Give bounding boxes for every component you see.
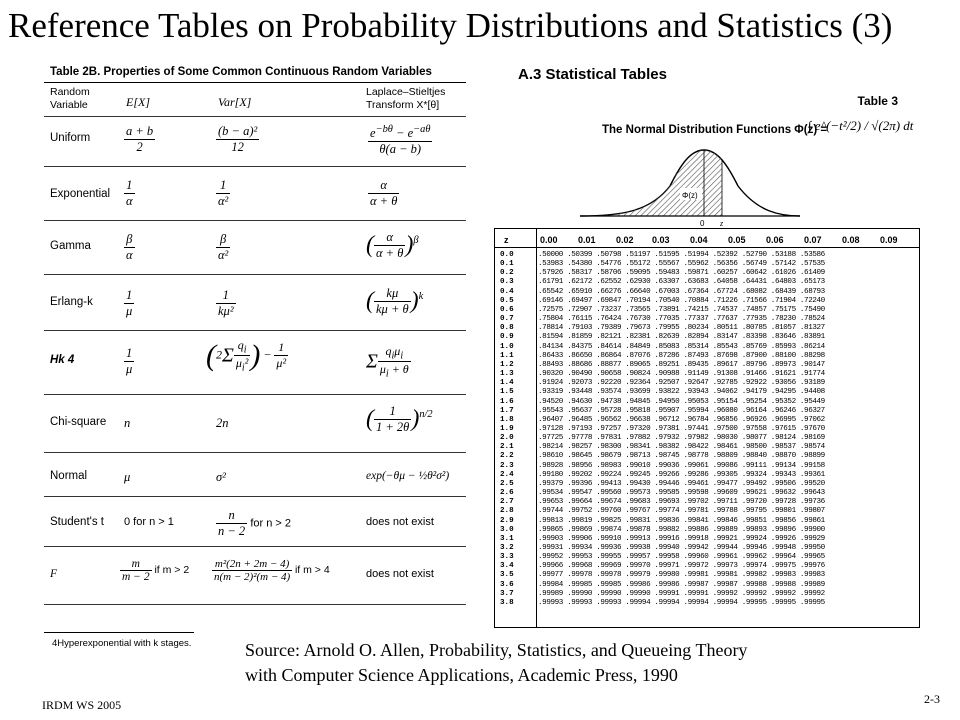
hk-lst: Σ $\frac{q_i\mu_i}{\mu_i + \theta}$ [366, 344, 409, 380]
erlang-lst: ( $\frac{k\mu}{k\mu + \theta}$ )$^k$ [366, 286, 424, 316]
uniform-mean: $\frac{a + b}{2}$ [126, 124, 154, 154]
z-value: 3.8 [500, 598, 514, 607]
chi-mean: n [124, 416, 131, 430]
footnote-rule [44, 632, 194, 633]
cdf-formula: ∫ e^(−t²/2) / √(2π) dt [808, 118, 914, 133]
table-row: .99966 .99968 .99969 .99970 .99971 .99972 .99973 .99974 .99975 .99976 [538, 562, 825, 571]
table-row: .96407 .96485 .96562 .96638 .96712 .96784 .96856 .96926 .96995 .97062 [538, 415, 825, 424]
z-value: 0.5 [500, 296, 514, 305]
header-expectation: E[X] [126, 95, 150, 109]
table-header-rule [494, 247, 920, 248]
row-rule [44, 394, 466, 395]
table-row: .53983 .54380 .54776 .55172 .55567 .55962 .56356 .56749 .57142 .57535 [538, 260, 825, 269]
table-row: .98928 .98956 .98983 .99010 .99036 .99061 .99086 .99111 .99134 .99158 [538, 461, 825, 470]
z-value: 1.2 [500, 360, 514, 369]
table-z-divider [536, 228, 537, 628]
continuous-rv-table [40, 64, 470, 654]
z-value: 3.1 [500, 534, 514, 543]
erlang-var: $\frac{1}{\text{kμ²}}$ [218, 288, 234, 318]
chi-lst: ( $\frac{1}{1 + 2\theta}$ )$^{n/2}$ [366, 404, 433, 434]
table-row: .99813 .99819 .99825 .99831 .99836 .99841 .99846 .99851 .99856 .99861 [538, 516, 825, 525]
z-value: 3.0 [500, 525, 514, 534]
table-row: .99180 .99202 .99224 .99245 .99266 .99286 .99305 .99324 .99343 .99361 [538, 470, 825, 479]
header-laplace-transform: Laplace–Stieltjes Transform X*[θ] [366, 86, 446, 111]
table-row: .93319 .93448 .93574 .93699 .93822 .93943 .94062 .94179 .94295 .94408 [538, 388, 825, 397]
table-row: .97128 .97193 .97257 .97320 .97381 .97441 .97500 .97558 .97615 .97670 [538, 424, 825, 433]
uniform-lst: $\frac{e^{-b\theta} - e^{-a\theta}}{\theta(a - b)}$ [370, 124, 431, 157]
row-f: F [50, 568, 58, 580]
z-value: 1.9 [500, 424, 514, 433]
z-value: 1.7 [500, 406, 514, 415]
table-row: .99931 .99934 .99936 .99938 .99940 .99942 .99944 .99946 .99948 .99950 [538, 544, 825, 552]
hk-mean: $\frac{1}{\mu}$ [126, 346, 133, 376]
table-row: .99903 .99906 .99910 .99913 .99916 .99918 .99921 .99924 .99926 .99929 [538, 534, 825, 543]
erlang-mean: $\frac{1}{\mu}$ [126, 288, 133, 318]
table-row: .99993 .99993 .99993 .99994 .99994 .99994 .99994 .99995 .99995 .99995 [538, 598, 825, 607]
axis-z-label: z [720, 219, 724, 228]
table-row: .99984 .99985 .99985 .99986 .99986 .99987 .99987 .99988 .99988 .99989 [538, 580, 825, 589]
normal-var: σ² [216, 470, 226, 484]
table-row: .99653 .99664 .99674 .99683 .99693 .99702 .99711 .99720 .99728 .99736 [538, 498, 825, 507]
column-header: 0.00 [540, 235, 558, 245]
row-erlang: Erlang-k [50, 296, 93, 308]
z-value: 0.8 [500, 324, 514, 333]
row-hyperexponential: Hk 4 [50, 354, 75, 366]
source-citation: Source: Arnold O. Allen, Probability, Statistics, and Queueing Theory with Computer Science Applications, Academic Press, 1990 [245, 640, 748, 685]
t-lst: does not exist [366, 516, 434, 528]
table-row: .94520 .94630 .94738 .94845 .94950 .95053 .95154 .95254 .95352 .95449 [538, 397, 825, 406]
column-header: 0.07 [804, 235, 822, 245]
table-row: .99534 .99547 .99560 .99573 .99585 .99598 .99609 .99621 .99632 .99643 [538, 489, 825, 498]
z-value: 2.6 [500, 489, 514, 498]
table-label: Table 3 [857, 94, 898, 108]
footer-page-number: 2-3 [924, 692, 940, 706]
z-value: 3.2 [500, 544, 514, 552]
table-row: .78814 .79103 .79389 .79673 .79955 .80234 .80511 .80785 .81057 .81327 [538, 324, 825, 333]
table-row: .50000 .50399 .50798 .51197 .51595 .51994 .52392 .52790 .53188 .53586 [538, 251, 825, 259]
column-header: 0.06 [766, 235, 784, 245]
row-rule [44, 452, 466, 453]
table-row: .88493 .88686 .88877 .89065 .89251 .89435 .89617 .89796 .89973 .90147 [538, 360, 825, 369]
table-bottom-rule [44, 604, 466, 605]
column-header: 0.05 [728, 235, 746, 245]
table-row: .99865 .99869 .99874 .99878 .99882 .99886 .99889 .99893 .99896 .99900 [538, 525, 825, 534]
table-row: .69146 .69497 .69847 .70194 .70540 .70884 .71226 .71566 .71904 .72240 [538, 296, 825, 305]
table-row: .90320 .90490 .90658 .90824 .90988 .91149 .91308 .91466 .91621 .91774 [538, 370, 825, 379]
table-row: .98610 .98645 .98679 .98713 .98745 .98778 .98809 .98840 .98870 .98899 [538, 452, 825, 461]
column-header: 0.08 [842, 235, 860, 245]
table-row: .72575 .72907 .73237 .73565 .73891 .74215 .74537 .74857 .75175 .75490 [538, 305, 825, 314]
footer-course: IRDM WS 2005 [42, 698, 122, 712]
f-lst: does not exist [366, 568, 434, 580]
table-top-rule [44, 82, 466, 83]
row-gamma: Gamma [50, 240, 91, 252]
z-value: 2.5 [500, 479, 514, 488]
normal-lst: exp(−θμ − ½θ²σ²) [366, 470, 450, 482]
gamma-var: $\frac{\beta}{\text{α²}}$ [218, 232, 229, 262]
normal-curve-figure [580, 146, 800, 228]
table-row: .98214 .98257 .98300 .98341 .98382 .98422 .98461 .98500 .98537 .98574 [538, 443, 825, 452]
z-value: 1.1 [500, 351, 514, 360]
row-rule [44, 496, 466, 497]
chi-var: 2n [216, 416, 229, 430]
row-chi-square: Chi-square [50, 416, 107, 428]
table-row: .99952 .99953 .99955 .99957 .99958 .99960 .99961 .99962 .99964 .99965 [538, 553, 825, 562]
table-body [538, 251, 825, 608]
z-value: 3.7 [500, 589, 514, 598]
table-row: .97725 .97778 .97831 .97882 .97932 .97982 .98030 .98077 .98124 .98169 [538, 434, 825, 443]
z-value: 3.5 [500, 571, 514, 580]
table-row: .57926 .58317 .58706 .59095 .59483 .59871 .60257 .60642 .61026 .61409 [538, 269, 825, 278]
row-normal: Normal [50, 470, 88, 482]
exp-mean: $\frac{1}{\alpha}$ [126, 178, 133, 208]
z-value: 3.3 [500, 553, 514, 562]
table-row: .99977 .99978 .99978 .99979 .99980 .99981 .99981 .99982 .99983 .99983 [538, 571, 825, 580]
table-row: .86433 .86650 .86864 .87076 .87286 .87493 .87698 .87900 .88100 .88298 [538, 351, 825, 360]
axis-zero-label: 0 [700, 219, 705, 228]
z-value: 2.1 [500, 443, 514, 452]
gamma-lst: ( $\frac{\alpha}{\alpha + \theta}$ )$^\beta$ [366, 230, 419, 260]
normal-mean: μ [124, 470, 131, 484]
exp-lst: $\frac{\alpha}{\alpha + \theta}$ [370, 178, 398, 208]
z-value: 1.6 [500, 397, 514, 406]
row-rule [44, 166, 466, 167]
table-row: .91924 .92073 .92220 .92364 .92507 .92647 .92785 .92922 .93056 .93189 [538, 379, 825, 388]
row-rule [44, 546, 466, 547]
z-value: 0.4 [500, 287, 514, 296]
row-rule [44, 330, 466, 331]
table-row: .65542 .65910 .66276 .66640 .67003 .67364 .67724 .68082 .68439 .68793 [538, 287, 825, 296]
normal-distribution-table [490, 60, 920, 630]
z-value: 2.9 [500, 516, 514, 525]
t-mean: 0 for n > 1 [124, 516, 174, 528]
t-var: $\frac{n}{n - 2}$ for n > 2 [218, 508, 291, 538]
z-value: 0.9 [500, 333, 514, 342]
column-header: 0.03 [652, 235, 670, 245]
z-value: 1.8 [500, 415, 514, 424]
gamma-mean: $\frac{\beta}{\alpha}$ [126, 232, 133, 262]
column-header: 0.02 [616, 235, 634, 245]
column-header: 0.09 [880, 235, 898, 245]
z-value: 0.7 [500, 315, 514, 324]
z-value: 0.1 [500, 260, 514, 269]
table-row: .95543 .95637 .95728 .95818 .95907 .95994 .96080 .96164 .96246 .96327 [538, 406, 825, 415]
z-value: 2.3 [500, 461, 514, 470]
uniform-var: $\frac{\text{(b − a)²}}{12}$ [218, 124, 258, 154]
f-var: $\frac{\text{m²(2n + 2m − 4)}}{\text{n(m − 2)²(m − 4)}}$ if m > 4 [214, 558, 330, 583]
z-value: 2.0 [500, 434, 514, 443]
table-row: .99379 .99396 .99413 .99430 .99446 .99461 .99477 .99492 .99506 .99520 [538, 479, 825, 488]
z-value: 1.5 [500, 388, 514, 397]
z-value: 2.8 [500, 507, 514, 516]
row-uniform: Uniform [50, 132, 91, 144]
exp-var: $\frac{1}{\text{α²}}$ [218, 178, 229, 208]
section-heading: A.3 Statistical Tables [518, 66, 667, 83]
z-value: 0.0 [500, 251, 514, 259]
table-row: .61791 .62172 .62552 .62930 .63307 .63683 .64058 .64431 .64803 .65173 [538, 278, 825, 287]
z-value: 1.0 [500, 342, 514, 351]
slide-title: Reference Tables on Probability Distributions and Statistics (3) [8, 6, 893, 45]
table-row: .99989 .99990 .99990 .99990 .99991 .99991 .99992 .99992 .99992 .99992 [538, 589, 825, 598]
z-value: 2.4 [500, 470, 514, 479]
table-row: .84134 .84375 .84614 .84849 .85083 .85314 .85543 .85769 .85993 .86214 [538, 342, 825, 351]
z-value: 1.4 [500, 379, 514, 388]
header-variance: Var[X] [218, 95, 252, 109]
header-random-variable: Random Variable [50, 86, 90, 111]
row-rule [44, 274, 466, 275]
z-value: 2.2 [500, 452, 514, 461]
z-value: 1.3 [500, 370, 514, 379]
header-rule [44, 116, 466, 117]
z-value: 0.6 [500, 305, 514, 314]
table-row: .81594 .81859 .82121 .82381 .82639 .82894 .83147 .83398 .83646 .83891 [538, 333, 825, 342]
footnote: 4Hyperexponential with k stages. [52, 638, 192, 649]
table-row: .75804 .76115 .76424 .76730 .77035 .77337 .77637 .77935 .78230 .78524 [538, 315, 825, 324]
z-value: 2.7 [500, 498, 514, 507]
table-heading: The Normal Distribution Functions Φ(z) = [602, 124, 828, 136]
table-row: .99744 .99752 .99760 .99767 .99774 .99781 .99788 .99795 .99801 .99807 [538, 507, 825, 516]
column-header: 0.01 [578, 235, 596, 245]
row-exponential: Exponential [50, 188, 111, 200]
f-mean: $\frac{m}{m - 2}$ if m > 2 [122, 558, 190, 583]
z-value: 3.6 [500, 580, 514, 589]
column-header: z [504, 235, 509, 245]
curve-label: Φ(z) [682, 191, 698, 200]
table-caption: Table 2B. Properties of Some Common Continuous Random Variables [50, 66, 432, 78]
row-rule [44, 220, 466, 221]
z-value: 0.3 [500, 278, 514, 287]
z-value: 3.4 [500, 562, 514, 571]
z-value: 0.2 [500, 269, 514, 278]
column-header: 0.04 [690, 235, 708, 245]
row-students-t: Student's t [50, 516, 104, 528]
z-column [500, 251, 514, 608]
hk-var: (2Σ $\frac{q_i}{\mu_i^2}$ ) − $\frac{1}{\text{μ²}}$ [206, 338, 287, 374]
